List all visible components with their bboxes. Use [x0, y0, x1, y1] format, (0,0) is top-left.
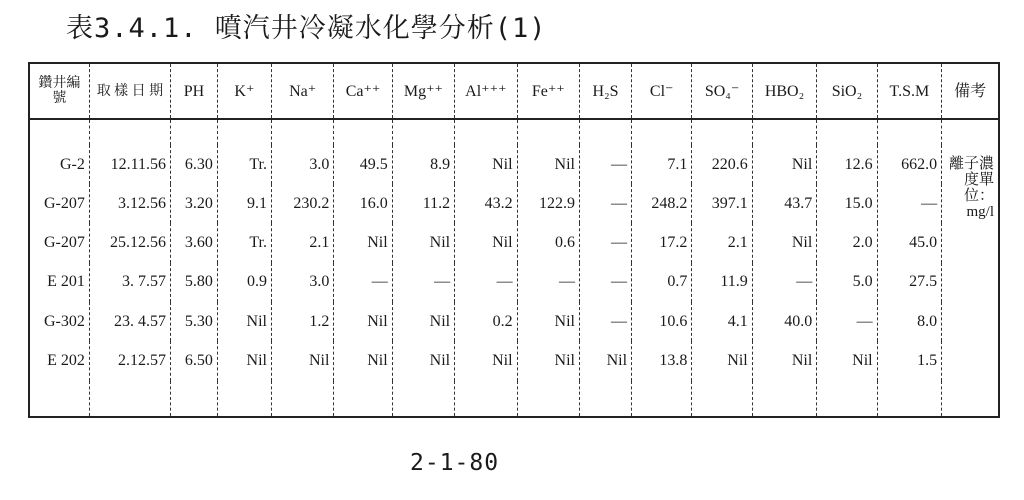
- cell-well: E 202: [29, 341, 89, 380]
- cell-fe: —: [517, 263, 579, 302]
- cell-hbo2: Nil: [752, 223, 817, 262]
- cell-cl: 10.6: [632, 302, 692, 341]
- cell-fe: Nil: [517, 302, 579, 341]
- cell-date: 3. 7.57: [89, 263, 170, 302]
- cell-ph: 5.30: [171, 302, 218, 341]
- cell-ph: 5.80: [171, 263, 218, 302]
- cell-ph: 3.60: [171, 223, 218, 262]
- cell-mg: 8.9: [392, 145, 454, 184]
- cell-mg: Nil: [392, 223, 454, 262]
- cell-ca: Nil: [334, 341, 392, 380]
- remark-note: 離子濃度單位：mg/l: [942, 145, 999, 224]
- header-h2s: H₂S: [580, 63, 632, 119]
- spacer-row: [29, 119, 999, 145]
- cell-al: Nil: [455, 223, 517, 262]
- header-sample-date: 取 樣 日 期: [89, 63, 170, 119]
- cell-so4: 2.1: [692, 223, 752, 262]
- cell-sio2: 2.0: [817, 223, 877, 262]
- cell-k: Tr.: [217, 145, 271, 184]
- cell-tsm: 1.5: [877, 341, 942, 380]
- cell-so4: Nil: [692, 341, 752, 380]
- cell-date: 3.12.56: [89, 184, 170, 223]
- header-cl: Cl⁻: [632, 63, 692, 119]
- analysis-table-container: [28, 62, 1000, 418]
- cell-sio2: Nil: [817, 341, 877, 380]
- cell-al: 43.2: [455, 184, 517, 223]
- cell-k: 0.9: [217, 263, 271, 302]
- cell-cl: 13.8: [632, 341, 692, 380]
- cell-so4: 11.9: [692, 263, 752, 302]
- cell-k: Tr.: [217, 223, 271, 262]
- cell-so4: 4.1: [692, 302, 752, 341]
- cell-well: G-207: [29, 184, 89, 223]
- header-na: Na⁺: [271, 63, 333, 119]
- cell-hbo2: —: [752, 263, 817, 302]
- cell-well: G-207: [29, 223, 89, 262]
- cell-date: 2.12.57: [89, 341, 170, 380]
- cell-hbo2: Nil: [752, 341, 817, 380]
- table-row: [29, 184, 999, 223]
- table-row: [29, 302, 999, 341]
- cell-date: 23. 4.57: [89, 302, 170, 341]
- cell-tsm: 662.0: [877, 145, 942, 184]
- analysis-table: [28, 62, 1000, 418]
- cell-cl: 7.1: [632, 145, 692, 184]
- header-well-no: 鑽井編號: [29, 63, 89, 119]
- header-hbo2: HBO₂: [752, 63, 817, 119]
- cell-cl: 0.7: [632, 263, 692, 302]
- cell-na: 230.2: [271, 184, 333, 223]
- cell-ca: Nil: [334, 223, 392, 262]
- cell-h2s: —: [580, 223, 632, 262]
- cell-sio2: 12.6: [817, 145, 877, 184]
- cell-h2s: —: [580, 302, 632, 341]
- cell-sio2: —: [817, 302, 877, 341]
- header-k: K⁺: [217, 63, 271, 119]
- cell-na: 3.0: [271, 263, 333, 302]
- header-row: [29, 63, 999, 119]
- cell-cl: 248.2: [632, 184, 692, 223]
- cell-na: 3.0: [271, 145, 333, 184]
- cell-ca: Nil: [334, 302, 392, 341]
- cell-al: Nil: [455, 145, 517, 184]
- header-mg: Mg⁺⁺: [392, 63, 454, 119]
- cell-h2s: Nil: [580, 341, 632, 380]
- table-row: [29, 341, 999, 380]
- cell-sio2: 5.0: [817, 263, 877, 302]
- cell-ca: 49.5: [334, 145, 392, 184]
- header-ph: PH: [171, 63, 218, 119]
- cell-tsm: —: [877, 184, 942, 223]
- header-tsm: T.S.M: [877, 63, 942, 119]
- cell-na: 1.2: [271, 302, 333, 341]
- header-remarks: 備考: [942, 63, 999, 119]
- table-row: [29, 223, 999, 262]
- cell-hbo2: 40.0: [752, 302, 817, 341]
- cell-date: 25.12.56: [89, 223, 170, 262]
- cell-h2s: —: [580, 184, 632, 223]
- cell-al: Nil: [455, 341, 517, 380]
- page-number: 2-1-80: [410, 450, 500, 476]
- cell-k: Nil: [217, 302, 271, 341]
- cell-hbo2: Nil: [752, 145, 817, 184]
- cell-tsm: 45.0: [877, 223, 942, 262]
- cell-well: G-2: [29, 145, 89, 184]
- cell-fe: 0.6: [517, 223, 579, 262]
- cell-k: 9.1: [217, 184, 271, 223]
- header-fe: Fe⁺⁺: [517, 63, 579, 119]
- cell-so4: 397.1: [692, 184, 752, 223]
- cell-ph: 3.20: [171, 184, 218, 223]
- header-al: Al⁺⁺⁺: [455, 63, 517, 119]
- cell-well: E 201: [29, 263, 89, 302]
- cell-mg: 11.2: [392, 184, 454, 223]
- header-sio2: SiO₂: [817, 63, 877, 119]
- cell-date: 12.11.56: [89, 145, 170, 184]
- cell-so4: 220.6: [692, 145, 752, 184]
- cell-well: G-302: [29, 302, 89, 341]
- cell-al: 0.2: [455, 302, 517, 341]
- cell-ca: —: [334, 263, 392, 302]
- cell-mg: Nil: [392, 341, 454, 380]
- empty-row: [29, 381, 999, 417]
- table-row: [29, 145, 999, 184]
- cell-al: —: [455, 263, 517, 302]
- cell-mg: Nil: [392, 302, 454, 341]
- cell-fe: Nil: [517, 145, 579, 184]
- cell-na: 2.1: [271, 223, 333, 262]
- cell-fe: 122.9: [517, 184, 579, 223]
- cell-sio2: 15.0: [817, 184, 877, 223]
- cell-ph: 6.30: [171, 145, 218, 184]
- header-so4: SO₄⁻: [692, 63, 752, 119]
- cell-ph: 6.50: [171, 341, 218, 380]
- header-ca: Ca⁺⁺: [334, 63, 392, 119]
- document-title: 表3.4.1. 噴汽井冷凝水化學分析(1): [66, 13, 547, 44]
- cell-na: Nil: [271, 341, 333, 380]
- cell-h2s: —: [580, 145, 632, 184]
- cell-hbo2: 43.7: [752, 184, 817, 223]
- cell-tsm: 27.5: [877, 263, 942, 302]
- cell-ca: 16.0: [334, 184, 392, 223]
- cell-mg: —: [392, 263, 454, 302]
- table-row: [29, 263, 999, 302]
- cell-fe: Nil: [517, 341, 579, 380]
- cell-h2s: —: [580, 263, 632, 302]
- cell-k: Nil: [217, 341, 271, 380]
- cell-cl: 17.2: [632, 223, 692, 262]
- cell-tsm: 8.0: [877, 302, 942, 341]
